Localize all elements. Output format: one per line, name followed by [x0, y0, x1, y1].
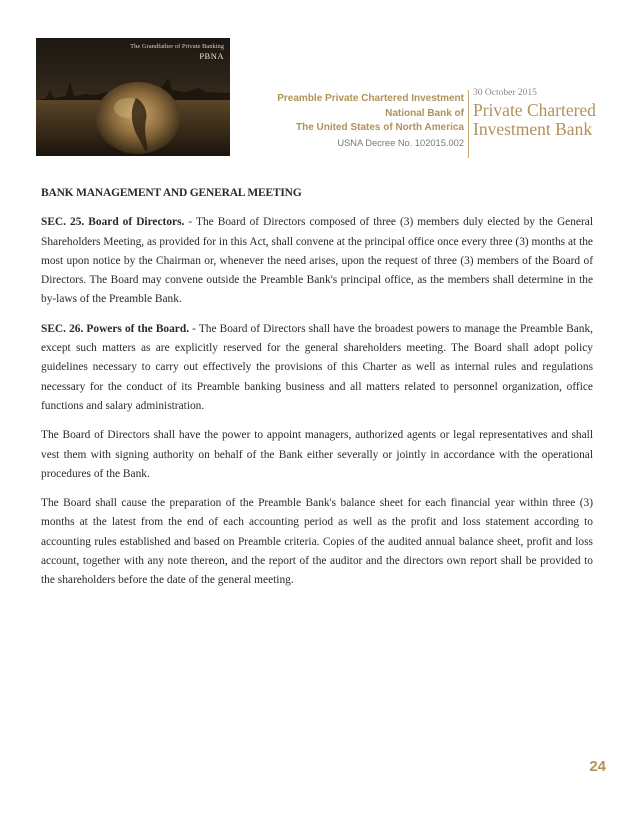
- header-divider: [468, 90, 469, 158]
- section-26-label: SEC. 26. Powers of the Board.: [41, 322, 190, 335]
- section-26-paragraph: [41, 320, 593, 416]
- section-25-paragraph: [41, 213, 593, 309]
- section-25-label: SEC. 25. Board of Directors.: [41, 216, 185, 229]
- institution-address: [277, 92, 464, 150]
- paragraph-appointments: The Board of Directors shall have the power to appoint managers, authorized agents or legal representatives and shall vest them with signing authority on behalf of the Bank either severally or jointly in accordance with the operational procedures of the Bank.: [41, 429, 593, 480]
- brand-block: [473, 88, 596, 139]
- decree-number: USNA Decree No. 102015.002: [337, 137, 464, 148]
- header-photo: [36, 38, 230, 156]
- page-number: 24: [589, 758, 606, 775]
- logo-tagline: The Grandfather of Private Banking: [130, 43, 224, 50]
- brand-name-line-1: Private Chartered: [473, 100, 596, 120]
- section-25-text: - The Board of Directors composed of three (3) members duly elected by the General Shareholders Meeting, as provided for in this Act, shall convene at the principal office once every three (3) months at the most upon notice by the Chairman or, whenever the need arises, upon the request of three (3) members of the Board of Directors. The Board may convene outside the Preamble Bank's principal office, as the members shall determine in the by-laws of the Preamble Bank.: [41, 216, 593, 306]
- document-body: [41, 184, 593, 601]
- logo-block: [130, 43, 224, 62]
- section-heading: BANK MANAGEMENT AND GENERAL MEETING: [41, 187, 302, 199]
- address-line-2: National Bank of: [385, 107, 464, 119]
- logo-abbreviation: PBNA: [199, 51, 224, 62]
- section-26-text: - The Board of Directors shall have the broadest powers to manage the Preamble Bank, except such matters as are explicitly reserved for the general shareholders meeting. The Board shall adopt policy guidelines necessary to carry out effectively the provisions of this Charter as well as internal rules and regulations necessary for the conduct of its Preamble banking business and all matters related to personnel organization, office functions and salary administration.: [41, 322, 593, 412]
- address-line-1: Preamble Private Chartered Investment: [277, 93, 464, 104]
- address-line-3: The United States of North America: [296, 122, 464, 133]
- paragraph-balance-sheet: The Board shall cause the preparation of the Preamble Bank's balance sheet for each financial year within three (3) months at the latest from the end of each accounting period as well as the profit and loss statement according to accounting rules established and based on Preamble criteria. Copies of the audited annual balance sheet, profit and loss account, together with any note thereon, and the report of the auditor and the directors own report shall be provided to the shareholders before the date of the general meeting.: [41, 497, 593, 587]
- brand-name-line-2: Investment Bank: [473, 119, 593, 139]
- document-date: 30 October 2015: [473, 88, 537, 98]
